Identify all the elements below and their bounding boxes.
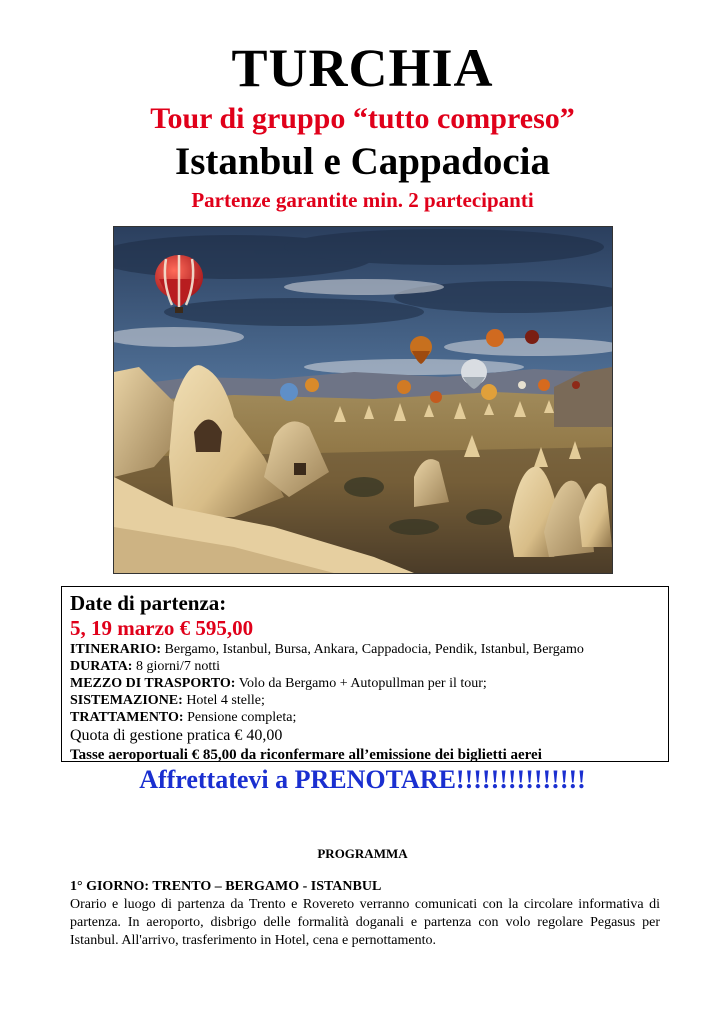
cappadocia-balloons-photo bbox=[113, 226, 613, 574]
airport-taxes: Tasse aeroportuali € 85,00 da riconfermare all’emissione dei biglietti aerei bbox=[70, 747, 542, 763]
duration-row bbox=[70, 658, 660, 675]
dates-label: Date di partenza: bbox=[70, 591, 227, 615]
itinerary-row bbox=[70, 641, 660, 658]
booking-call-to-action: Affrettatevi a PRENOTARE!!!!!!!!!!!!!!! bbox=[139, 765, 586, 794]
management-fee: Quota di gestione pratica € 40,00 bbox=[70, 727, 283, 744]
treatment-value: Pensione completa; bbox=[183, 710, 297, 725]
itinerary-value: Bergamo, Istanbul, Bursa, Ankara, Cappadocia, Pendik, Istanbul, Bergamo bbox=[161, 642, 584, 657]
transport-row bbox=[70, 675, 660, 692]
headline: Istanbul e Cappadocia bbox=[175, 140, 550, 183]
duration-label: DURATA: bbox=[70, 659, 133, 674]
tagline: Partenze garantite min. 2 partecipanti bbox=[191, 188, 534, 212]
subtitle: Tour di gruppo “tutto compreso” bbox=[150, 102, 575, 135]
day-1-section bbox=[70, 878, 660, 950]
accommodation-label: SISTEMAZIONE: bbox=[70, 693, 183, 708]
dates-price: 5, 19 marzo € 595,00 bbox=[70, 616, 254, 640]
transport-label: MEZZO DI TRASPORTO: bbox=[70, 676, 236, 691]
accommodation-value: Hotel 4 stelle; bbox=[182, 693, 265, 708]
treatment-label: TRATTAMENTO: bbox=[70, 710, 184, 725]
day-1-text: Orario e luogo di partenza da Trento e Rovereto verranno comunicati con la circolare informativa di partenza. In aeroporto, disbrigo delle formalità doganali e partenza con volo regolare Pegasus per Istanbul. All'arrivo, trasferimento in Hotel, cena e pernottamento. bbox=[70, 897, 660, 948]
page-title: TURCHIA bbox=[231, 38, 494, 98]
program-title: PROGRAMMA bbox=[317, 846, 408, 861]
itinerary-label: ITINERARIO: bbox=[70, 642, 162, 657]
duration-value: 8 giorni/7 notti bbox=[132, 659, 220, 674]
trip-info-box bbox=[61, 586, 669, 762]
treatment-row bbox=[70, 709, 660, 726]
day-1-title: 1° GIORNO: TRENTO – BERGAMO - ISTANBUL bbox=[70, 879, 382, 894]
accommodation-row bbox=[70, 692, 660, 709]
transport-value: Volo da Bergamo + Autopullman per il tour; bbox=[235, 676, 487, 691]
